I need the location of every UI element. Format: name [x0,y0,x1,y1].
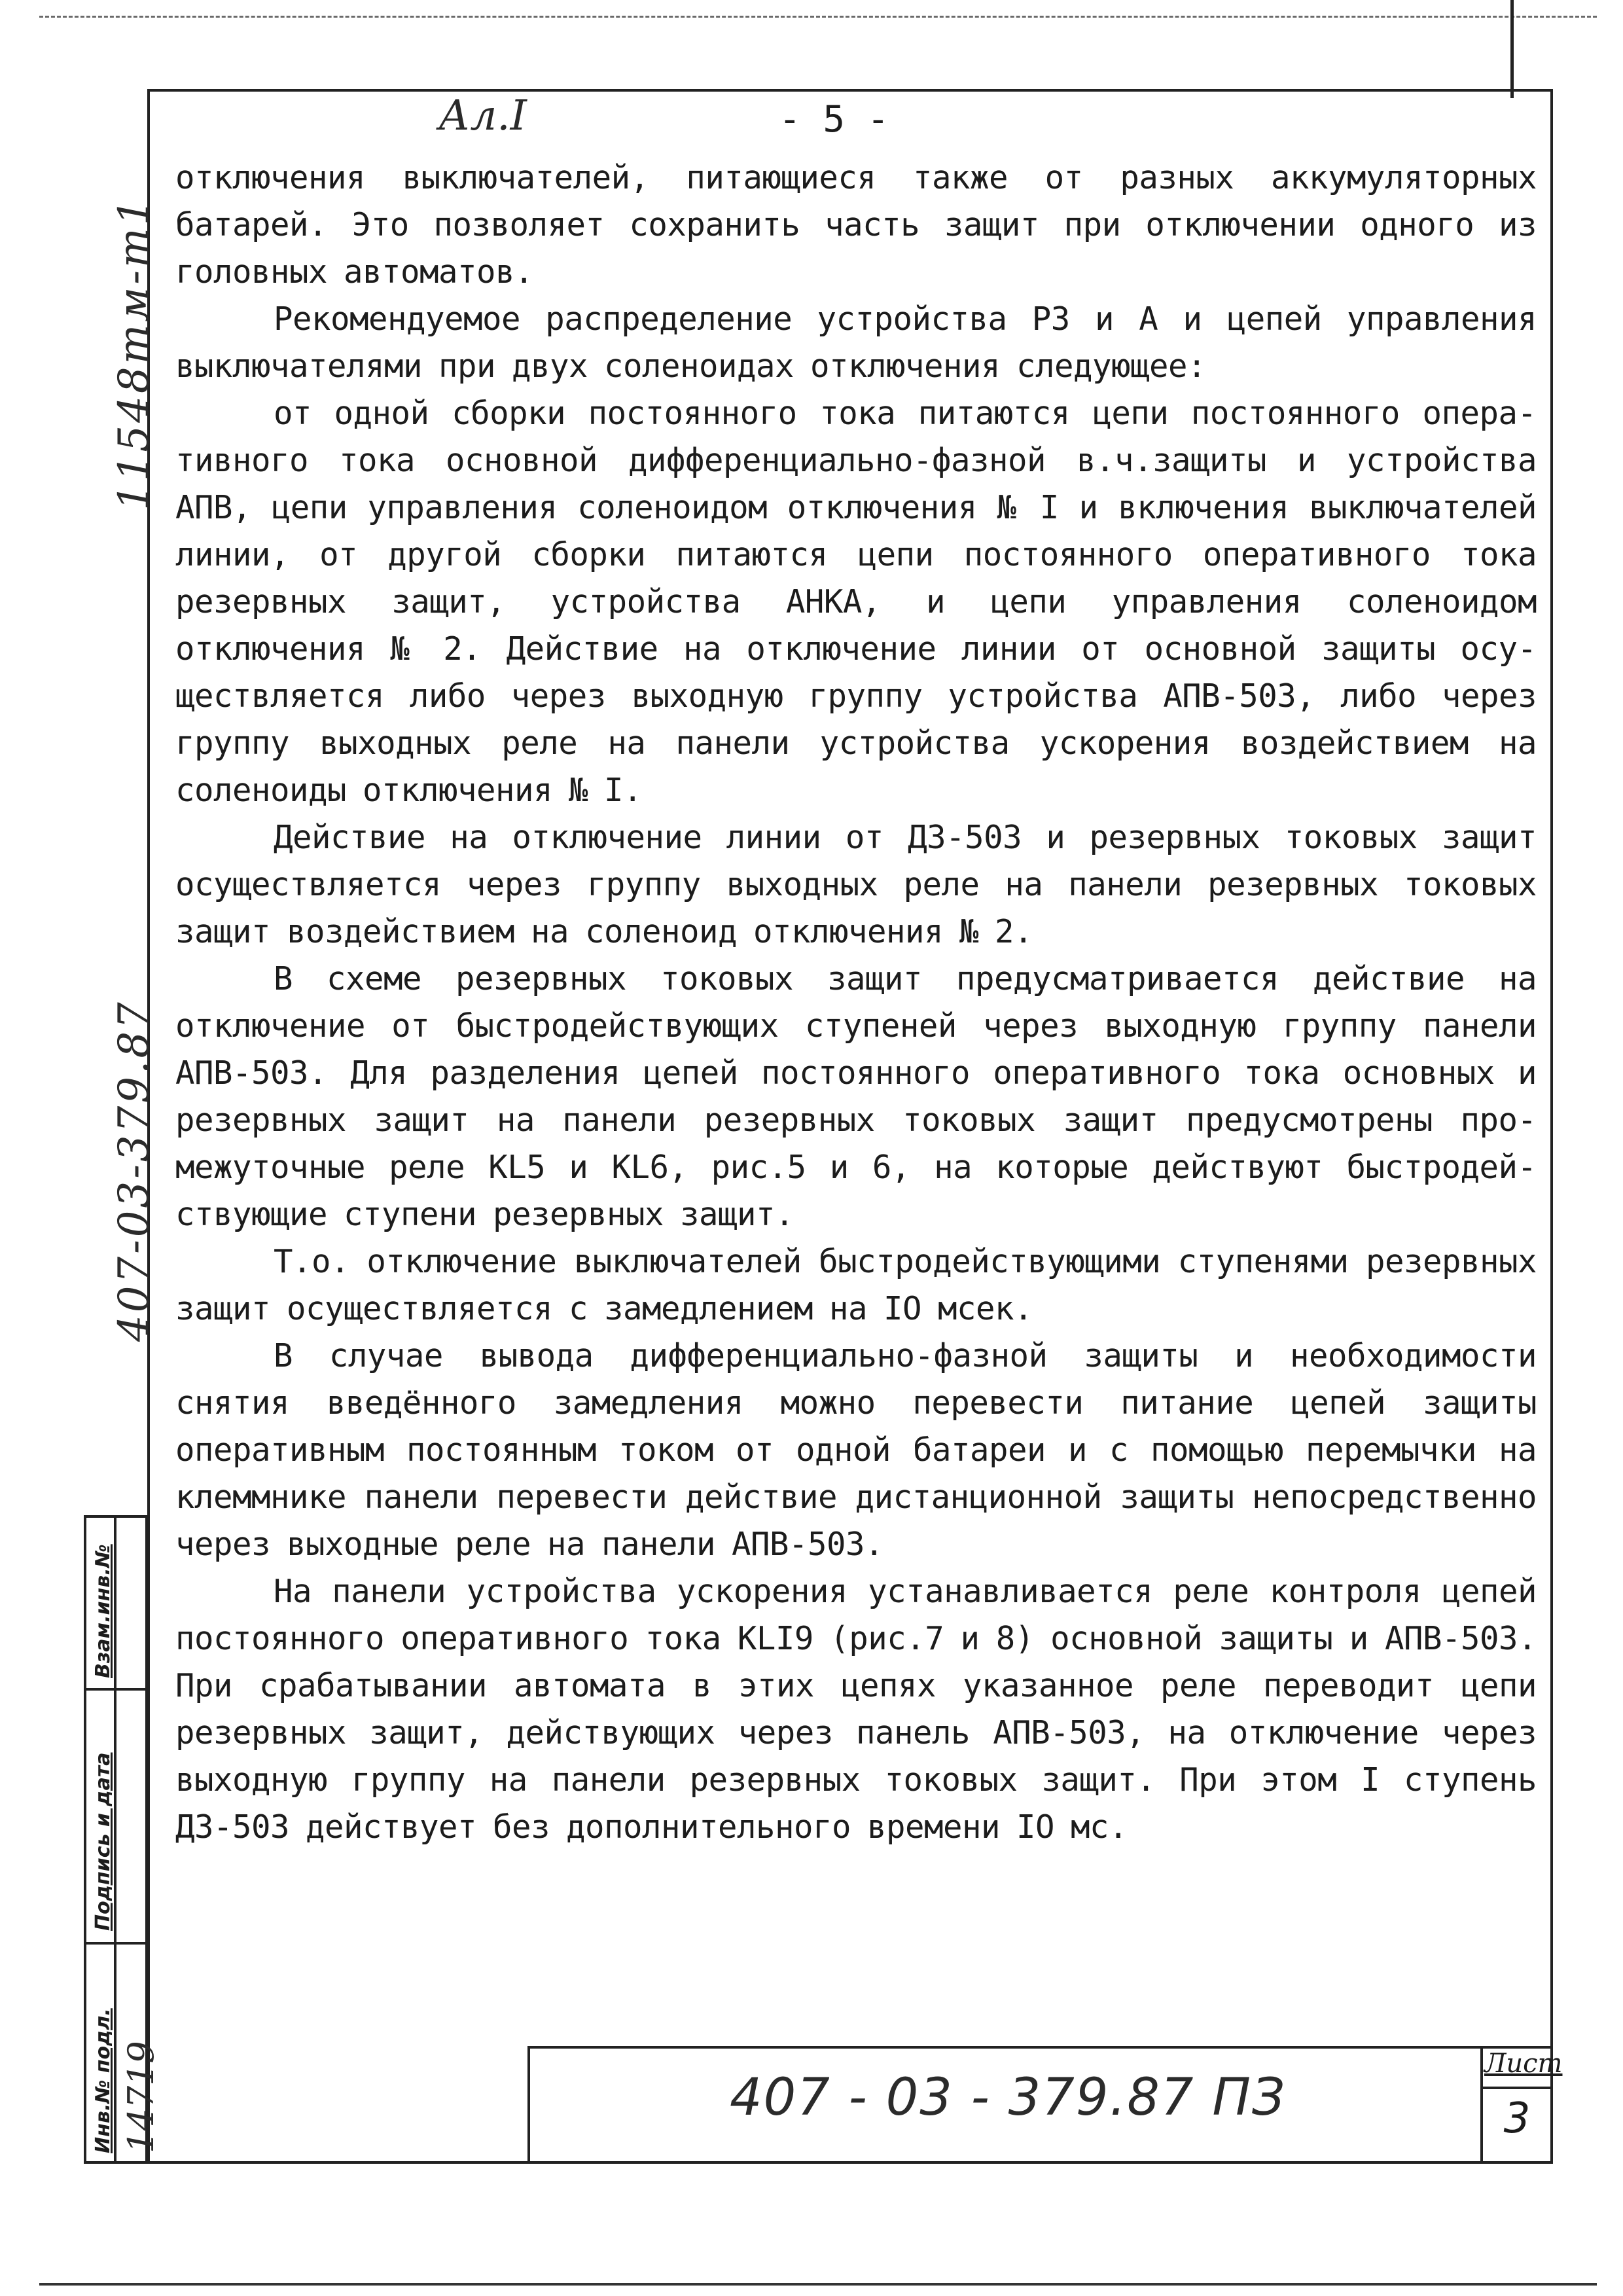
top-dashed-rule [39,16,1597,18]
margin-note-top: 11548тм-т1 [110,196,158,511]
strip-label-original-inv: Инв.№ подл. [92,2008,115,2153]
sheet-mark: Ал.I [438,92,527,140]
paragraph: На панели устройства ускорения устанавливается реле контроля цепей постоянного оперативного тока KLI9 (рис.7 и 8) основной защиты и АПВ-503. При срабатывании автомата в этих цепях указанное реле переводит цепи резервных защит, действующих через панель АПВ-503, на отключение через выходную группу на панели резервных токовых защит. При этом I ступень ДЗ-503 действует без дополнительного времени IO мс. [175,1573,1537,1846]
page-number: - 5 - [779,98,889,141]
strip-label-replaced-inv: Взам.инв.№ [92,1544,115,1678]
margin-note-middle: 407-03-379.87 [110,999,158,1342]
sheet-number: 3 [1503,2094,1531,2143]
binding-strip-divider [85,1688,147,1691]
title-block-divider [1480,2046,1483,2164]
inventory-number: 14719 [120,2041,162,2153]
paragraph: В схеме резервных токовых защит предусматривается действие на отключение от быстродействующих ступеней через выходную группу панели АПВ-503. Для разделения цепей постоянного оперативного тока основных и резервных защит на панели резервных токовых защит предусмотрены промежуточные реле KL5 и KL6, рис.5 и 6, на которые действуют быстродействующие ступени резервных защит. [175,960,1537,1233]
sheet-label: Лист [1484,2049,1563,2079]
paragraph: Т.о. отключение выключателей быстродействующими ступенями резервных защит осуществляется с замедлением на IO мсек. [175,1243,1537,1327]
strip-label-signature-date: Подпись и дата [92,1752,115,1931]
document-code: 407 - 03 - 379.87 ПЗ [730,2068,1286,2127]
paragraph: В случае вывода дифференциально-фазной защиты и необходимости снятия введённого замедления можно перевести питание цепей защиты оперативным постоянным током от одной батареи и с помощью перемычки на клеммнике панели перевести действие дистанционной защиты непосредственно через выходные реле на панели АПВ-503. [175,1337,1537,1563]
paragraph: отключения выключателей, питающиеся также от разных аккумуляторных батарей. Это позволяет сохранить часть защит при отключении одного из головных автоматов. [175,159,1537,291]
title-block-divider [1480,2087,1553,2089]
top-frame-tick [1510,0,1514,98]
paragraph: Рекомендуемое распределение устройства РЗ и А и цепей управления выключателями при двух соленоидах отключения следующее: [175,300,1537,385]
paragraph: от одной сборки постоянного тока питаются цепи постоянного оперативного тока основной дифференциально-фазной в.ч.защиты и устройства АПВ, цепи управления соленоидом отключения № I и включения выключателей линии, от другой сборки питаются цепи постоянного оперативного тока резервных защит, устройства АНКА, и цепи управления соленоидом отключения № 2. Действие на отключение линии от основной защиты осуществляется либо через выходную группу устройства АПВ-503, либо через группу выходных реле на панели устройства ускорения воздействием на соленоиды отключения № I. [175,395,1537,809]
binding-strip-divider [85,1942,147,1945]
bottom-rule [39,2283,1597,2286]
document-body [175,154,1537,1851]
paragraph: Действие на отключение линии от ДЗ-503 и резервных токовых защит осуществляется через группу выходных реле на панели резервных токовых защит воздействием на соленоид отключения № 2. [175,819,1537,950]
